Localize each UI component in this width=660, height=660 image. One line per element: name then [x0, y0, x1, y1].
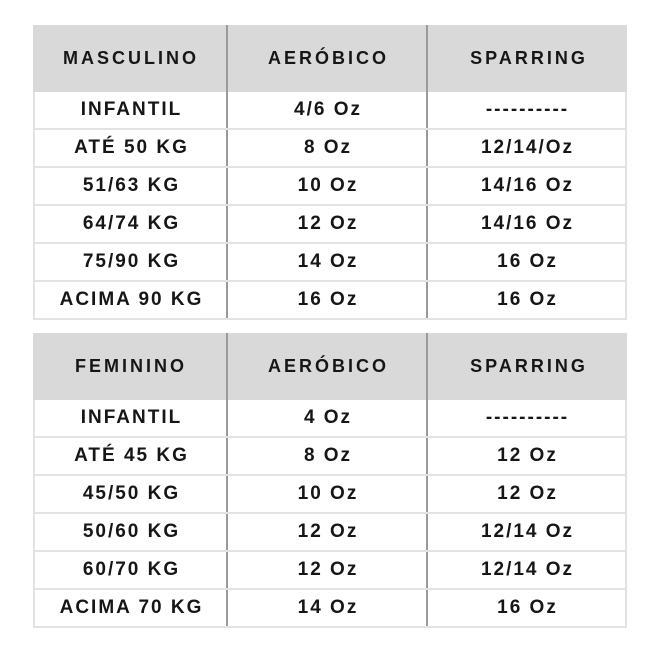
cell-sparring: 12/14 Oz: [426, 514, 625, 550]
cell-sparring: ----------: [426, 400, 625, 436]
cell-aerobico: 12 Oz: [226, 552, 426, 588]
header-cell-aerobico: AERÓBICO: [226, 25, 426, 92]
cell-sparring: 16 Oz: [426, 590, 625, 626]
cell-category: 51/63 KG: [82, 175, 181, 196]
cell-sparring: 12 Oz: [426, 476, 625, 512]
cell-category: ACIMA 70 KG: [59, 597, 204, 618]
table-row: [35, 92, 625, 130]
cell-category: 75/90 KG: [82, 251, 181, 272]
cell-category: ATÉ 45 KG: [74, 445, 189, 466]
table-row: [35, 244, 625, 282]
cell-aerobico: 14 Oz: [226, 244, 426, 280]
cell-category: 50/60 KG: [82, 521, 181, 542]
table-row: [35, 438, 625, 476]
cell-sparring: 12 Oz: [426, 438, 625, 474]
cell-aerobico: 4 Oz: [226, 400, 426, 436]
table-feminino: [33, 333, 627, 628]
cell-sparring: 12/14/Oz: [426, 130, 625, 166]
table-masculino-body: [33, 92, 627, 320]
table-feminino-header-row: [33, 333, 627, 400]
cell-sparring: 14/16 Oz: [426, 168, 625, 204]
cell-category: ATÉ 50 KG: [74, 137, 189, 158]
table-row: [35, 130, 625, 168]
table-masculino: [33, 25, 627, 320]
table-row: [35, 206, 625, 244]
table-row: [35, 514, 625, 552]
cell-category: 64/74 KG: [82, 213, 181, 234]
cell-category: INFANTIL: [80, 99, 183, 120]
cell-aerobico: 8 Oz: [226, 438, 426, 474]
header-cell-sparring: SPARRING: [426, 25, 627, 92]
table-row: [35, 400, 625, 438]
table-masculino-header-row: [33, 25, 627, 92]
cell-category: 45/50 KG: [82, 483, 181, 504]
table-feminino-body: [33, 400, 627, 628]
header-cell-sparring: SPARRING: [426, 333, 627, 400]
table-row: [35, 590, 625, 628]
cell-aerobico: 12 Oz: [226, 206, 426, 242]
table-row: [35, 476, 625, 514]
cell-aerobico: 12 Oz: [226, 514, 426, 550]
cell-aerobico: 16 Oz: [226, 282, 426, 318]
header-cell-feminino: FEMININO: [75, 356, 187, 376]
cell-sparring: ----------: [426, 92, 625, 128]
cell-aerobico: 4/6 Oz: [226, 92, 426, 128]
table-row: [35, 552, 625, 590]
cell-sparring: 12/14 Oz: [426, 552, 625, 588]
cell-category: ACIMA 90 KG: [59, 289, 204, 310]
table-row: [35, 282, 625, 320]
cell-category: INFANTIL: [80, 407, 183, 428]
cell-aerobico: 8 Oz: [226, 130, 426, 166]
cell-aerobico: 14 Oz: [226, 590, 426, 626]
header-cell-aerobico: AERÓBICO: [226, 333, 426, 400]
table-row: [35, 168, 625, 206]
cell-aerobico: 10 Oz: [226, 476, 426, 512]
cell-sparring: 14/16 Oz: [426, 206, 625, 242]
cell-category: 60/70 KG: [82, 559, 181, 580]
header-cell-masculino: MASCULINO: [63, 48, 199, 68]
cell-aerobico: 10 Oz: [226, 168, 426, 204]
cell-sparring: 16 Oz: [426, 244, 625, 280]
cell-sparring: 16 Oz: [426, 282, 625, 318]
